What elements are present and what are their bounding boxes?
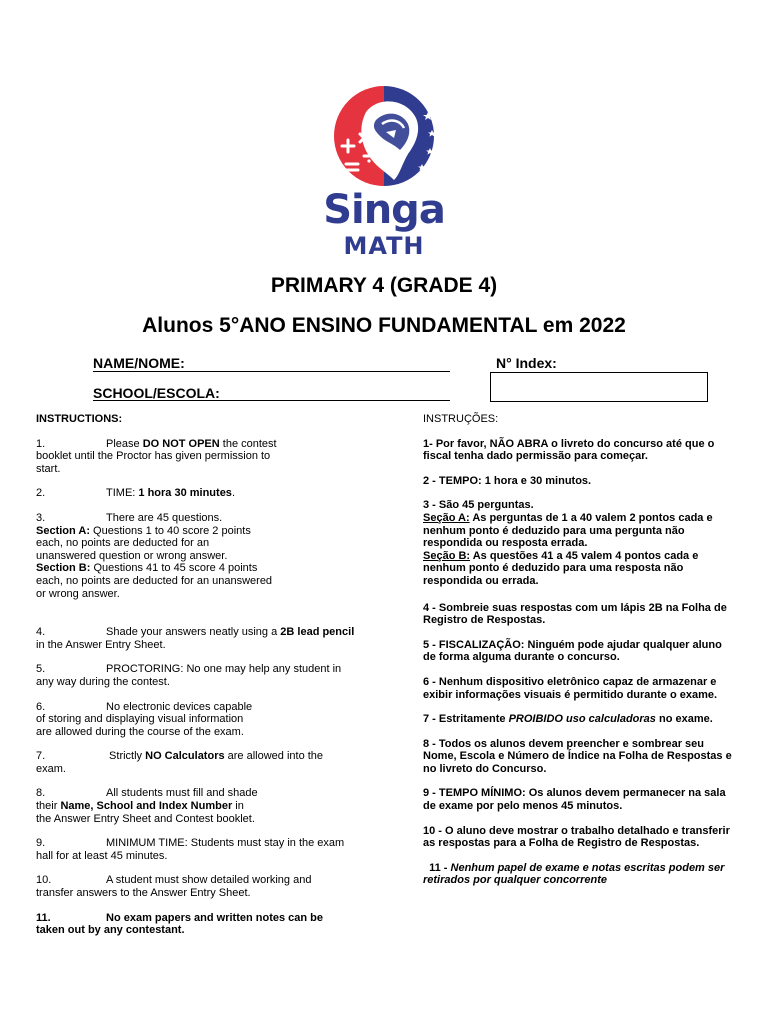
instrucao-item: 8 - Todos os alunos devem preencher e sombrear seu Nome, Escola e Número de Índice na Folha de Respostas e no livreto do Concurso.: [423, 737, 732, 775]
instrucao-item: 11 - Nenhum papel de exame e notas escritas podem ser retirados por qualquer concorrente: [423, 861, 725, 887]
index-field[interactable]: [490, 372, 708, 402]
instrucao-item: 10 - O aluno deve mostrar o trabalho detalhado e transferir as respostas para a Folha de Registro de Respostas.: [423, 824, 730, 850]
school-label: SCHOOL/ESCOLA:: [93, 385, 220, 401]
instruction-item: 11. No exam papers and written notes can be taken out by any contestant.: [36, 911, 324, 937]
school-field[interactable]: [93, 400, 450, 401]
instrucao-item: 1- Por favor, NÃO ABRA o livreto do concurso até que o fiscal tenha dado permissão para começar.: [423, 437, 715, 463]
name-label: NAME/NOME:: [93, 355, 185, 371]
instruction-item: 1. Please DO NOT OPEN the contest booklet until the Proctor has given permission to start.: [36, 437, 277, 475]
instrucoes-heading: INSTRUÇÕES:: [423, 413, 499, 425]
instruction-item: 7. Strictly NO Calculators are allowed into the exam.: [36, 750, 324, 775]
instruction-item: 5. PROCTORING: No one may help any student in any way during the contest.: [36, 663, 342, 688]
logo-word-singa: Singa: [323, 187, 445, 233]
instrucao-item: 5 - FISCALIZAÇÃO: Ninguém pode ajudar qualquer aluno de forma alguma durante o concurso.: [423, 638, 722, 664]
name-field[interactable]: [93, 371, 450, 372]
instrucao-item: 7 - Estritamente PROIBIDO uso calculadoras no exame.: [423, 713, 713, 726]
page-title: PRIMARY 4 (GRADE 4): [270, 274, 498, 297]
instruction-item: 4. Shade your answers neatly using a 2B lead pencil in the Answer Entry Sheet.: [36, 626, 355, 651]
instruction-item: 10. A student must show detailed working and transfer answers to the Answer Entry Sheet.: [36, 874, 312, 900]
instruction-item: 8. All students must fill and shade their Name, School and Index Number in the Answer Entry Sheet and Contest booklet.: [36, 787, 258, 825]
instruction-item: 6. No electronic devices capable of storing and displaying visual information are allowed during the course of the exam.: [36, 700, 253, 738]
instructions-portuguese: [423, 413, 763, 899]
instrucao-item: 9 - TEMPO MÍNIMO: Os alunos devem permanecer na sala de exame por pelo menos 45 minutos.: [423, 787, 726, 813]
page-subtitle: Alunos 5°ANO ENSINO FUNDAMENTAL em 2022: [142, 314, 626, 337]
index-label: N° Index:: [496, 355, 557, 371]
instrucao-item: 6 - Nenhum dispositivo eletrônico capaz de armazenar e exibir informações visuais é permitido durante o exame.: [423, 675, 718, 701]
instrucao-item: 2 - TEMPO: 1 hora e 30 minutos.: [423, 474, 592, 487]
instructions-english: [36, 413, 381, 949]
instrucao-item: 4 - Sombreie suas respostas com um lápis 2B na Folha de Registro de Respostas.: [423, 601, 727, 627]
instrucao-item: 3 - São 45 perguntas. Seção A: As perguntas de 1 a 40 valem 2 pontos cada e nenhum ponto é deduzido para uma pergunta não respondida ou resposta errada. Seção B: As questões 41 a 45 valem 4 pontos cada e nenhum ponto é deduzido para uma resposta não respondida ou errada.: [423, 499, 713, 587]
logo-word-math: MATH: [343, 232, 425, 260]
instruction-item: 3. There are 45 questions. Section A: Questions 1 to 40 score 2 points each, no points are deducted for an unanswered question or wrong answer. Section B: Questions 41 to 45 score 4 points each, no points are deducted for an unanswered or wrong answer.: [36, 511, 273, 600]
instructions-heading: INSTRUCTIONS:: [36, 413, 123, 425]
instruction-item: 9. MINIMUM TIME: Students must stay in the exam hall for at least 45 minutes.: [36, 837, 345, 862]
instruction-item: 2. TIME: 1 hora 30 minutes.: [36, 487, 235, 500]
